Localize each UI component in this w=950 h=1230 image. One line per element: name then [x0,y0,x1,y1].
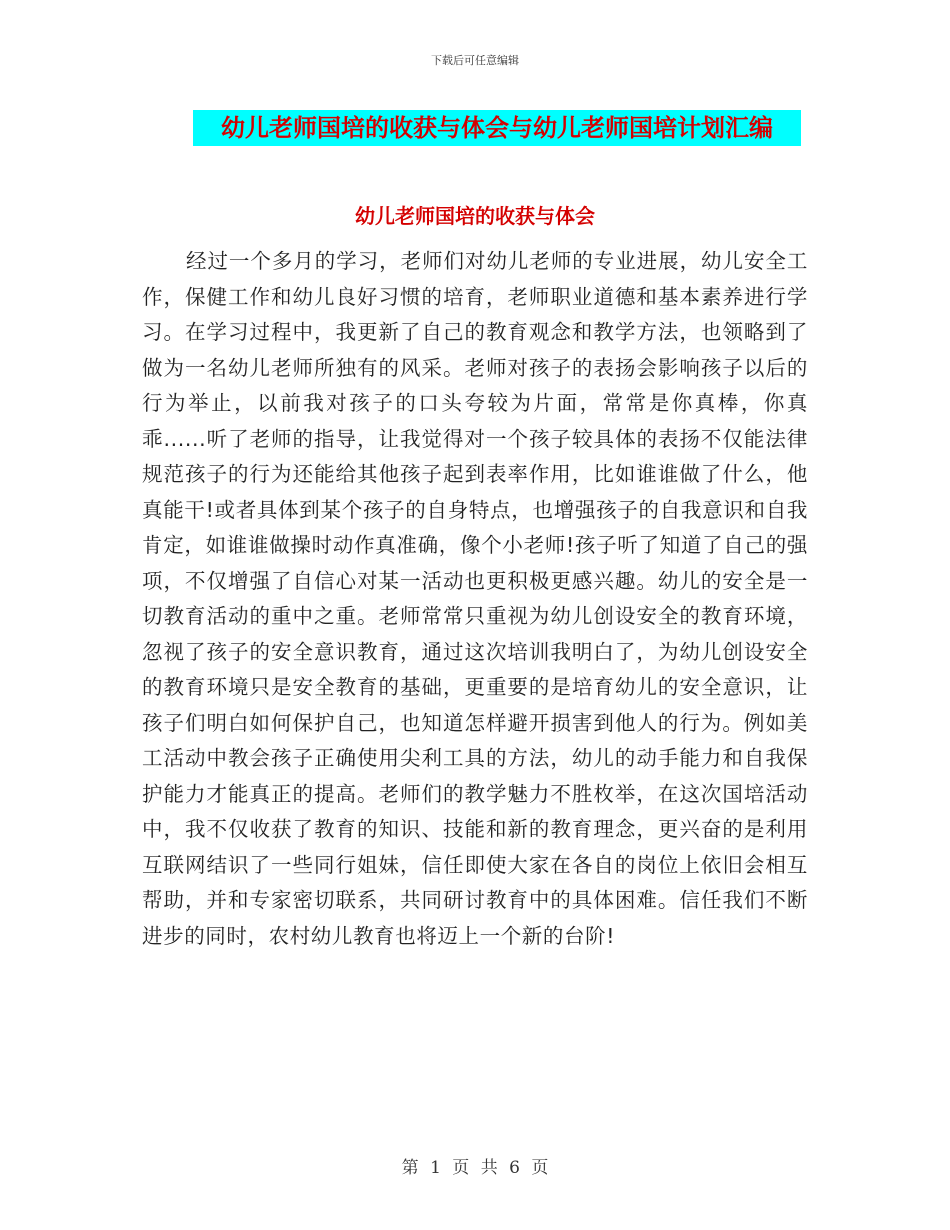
section-title: 幼儿老师国培的收获与体会 [355,204,595,228]
header-note: 下载后可任意编辑 [431,54,519,67]
page-footer: 第 1 页 共 6 页 [401,1158,549,1178]
body-paragraph: 经过一个多月的学习，老师们对幼儿老师的专业进展，幼儿安全工作，保健工作和幼儿良好习惯的培育，老师职业道德和基本素养进行学习。在学习过程中，我更新了自己的教育观念和教学方法，也领略到了做为一名幼儿老师所独有的风采。老师对孩子的表扬会影响孩子以后的行为举止，以前我对孩子的口头夸较为片面，常常是你真棒，你真乖......听了老师的指导，让我觉得对一个孩子较具体的表扬不仅能法律规范孩子的行为还能给其他孩子起到表率作用，比如谁谁做了什么，他真能干!或者具体到某个孩子的自身特点，也增强孩子的自我意识和自我肯定，如谁谁做操时动作真准确，像个小老师!孩子听了知道了自己的强项，不仅增强了自信心对某一活动也更积极更感兴趣。幼儿的安全是一切教育活动的重中之重。老师常常只重视为幼儿创设安全的教育环境，忽视了孩子的安全意识教育，通过这次培训我明白了，为幼儿创设安全的教育环境只是安全教育的基础，更重要的是培育幼儿的安全意识，让孩子们明白如何保护自己，也知道怎样避开损害到他人的行为。例如美工活动中教会孩子正确使用尖利工具的方法，幼儿的动手能力和自我保护能力才能真正的提高。老师们的教学魅力不胜枚举，在这次国培活动中，我不仅收获了教育的知识、技能和新的教育理念，更兴奋的是利用互联网结识了一些同行姐妹，信任即使大家在各自的岗位上依旧会相互帮助，并和专家密切联系，共同研讨教育中的具体困难。信任我们不断进步的同时，农村幼儿教育也将迈上一个新的台阶! [142,249,808,948]
document-title: 幼儿老师国培的收获与体会与幼儿老师国培计划汇编 [193,110,801,146]
